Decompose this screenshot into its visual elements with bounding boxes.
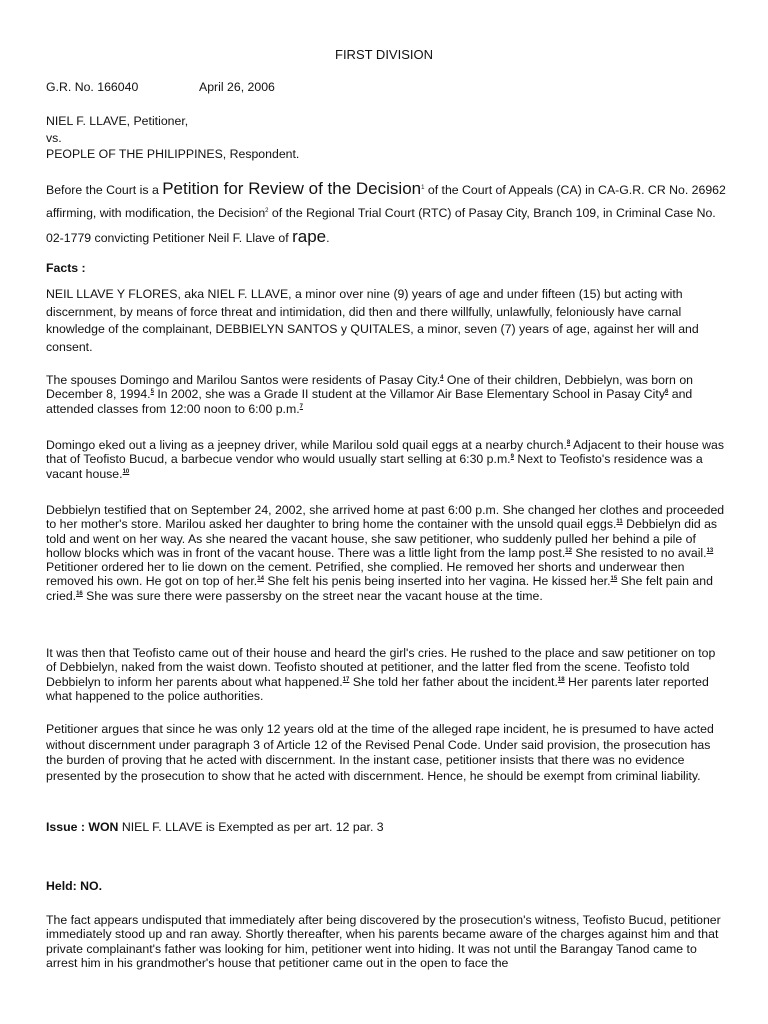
testimony-text-4: Petitioner ordered her to lie down on the cement. Petrified, she complied. He removed her shorts and underwear then removed his own. He got on top of her. xyxy=(46,560,685,589)
facts-heading: Facts : xyxy=(46,261,86,275)
footnote-ref[interactable]: 17 xyxy=(342,676,350,683)
testimony-text-2: Debbielyn did as told and went on her way. As she neared the vacant house, she saw petitioner, who suddenly pulled her behind a pile of hollow blocks which was in front of the vacant house. There was a little light from the lamp post. xyxy=(46,517,718,560)
footnote-ref[interactable]: 18 xyxy=(557,676,565,683)
footnote-ref[interactable]: 9 xyxy=(510,454,514,461)
testimony-text-1: Debbielyn testified that on September 24, 2002, she arrived home at past 6:00 p.m. She changed her clothes and proceeded to her mother's store. Marilou asked her daughter to bring home the container with the unsold quail eggs. xyxy=(46,503,725,532)
footnote-ref[interactable]: 14 xyxy=(257,576,264,583)
respondent-line: PEOPLE OF THE PHILIPPINES, Respondent. xyxy=(46,147,300,161)
spouses-text-4: and attended classes from 12:00 noon to 6:00 p.m. xyxy=(46,387,693,416)
intro-text-2: of the Court of Appeals (CA) in CA-G.R. CR No. 26962 affirming, with modification, the Decision xyxy=(46,183,726,220)
rape-emphasis: rape xyxy=(292,227,327,246)
intro-paragraph xyxy=(46,177,726,250)
testimony-text-6: She felt pain and cried. xyxy=(46,574,713,603)
held-heading: Held: NO. xyxy=(46,879,103,893)
petition-emphasis: Petition for Review of the Decision xyxy=(162,179,422,198)
footnote-ref[interactable]: 5 xyxy=(150,389,154,396)
petitioner-line: NIEL F. LLAVE, Petitioner, xyxy=(46,114,189,128)
intro-text-4: . xyxy=(326,231,330,245)
decision-date: April 26, 2006 xyxy=(199,80,275,94)
footnote-ref[interactable]: 1 xyxy=(421,185,425,191)
argues-paragraph xyxy=(46,722,726,785)
footnote-ref[interactable]: 12 xyxy=(565,547,572,554)
domingo-paragraph xyxy=(46,438,726,481)
spouses-text-2: One of their children, Debbielyn, was born on December 8, 1994. xyxy=(46,373,693,402)
footnote-ref[interactable]: 16 xyxy=(76,590,83,597)
teofisto-text-3: Her parents later reported what happened to the police authorities. xyxy=(46,674,709,703)
spouses-text-1: The spouses Domingo and Marilou Santos were residents of Pasay City. xyxy=(46,373,441,387)
teofisto-text-1: It was then that Teofisto came out of their house and heard the girl's cries. He rushed to the place and saw petitioner on top of Debbielyn, naked from the waist down. Teofisto shouted at petitioner, and the latter fled from the scene. Teofisto told Debbielyn to inform her parents about what happened. xyxy=(46,646,716,689)
argues-text: Petitioner argues that since he was only 12 years old at the time of the alleged rape incident, he is presumed to have acted without discernment under paragraph 3 of Article 12 of the Revised Penal Code. Under said provision, the prosecution has the burden of proving that he acted with discernment. In the instant case, petitioner insists that there was no evidence presented by the prosecution to show that he acted with discernment. Hence, he should be exempt from criminal liability. xyxy=(46,722,714,784)
footnote-ref[interactable]: 8 xyxy=(566,440,571,446)
spouses-text-3: In 2002, she was a Grade II student at the Villamor Air Base Elementary School in Pasay City xyxy=(153,387,665,402)
domingo-text-2: Adjacent to their house was that of Teofisto Bucud, a barbecue vendor who would usually start selling at 6:30 p.m. xyxy=(46,438,725,467)
footnote-ref[interactable]: 10 xyxy=(122,468,130,475)
footnote-ref[interactable]: 4 xyxy=(440,375,444,381)
division-heading: FIRST DIVISION xyxy=(335,47,433,62)
case-parties xyxy=(46,113,726,163)
issue-text: NIEL F. LLAVE is Exempted as per art. 12 par. 3 xyxy=(118,820,384,834)
fact-paragraph xyxy=(46,913,726,970)
spouses-paragraph xyxy=(46,373,726,416)
gr-number: G.R. No. 166040 xyxy=(46,80,139,94)
vs-line: vs. xyxy=(46,130,62,145)
charge-text: NEIL LLAVE Y FLORES, aka NIEL F. LLAVE, a minor over nine (9) years of age and under fifteen (15) but acting with discernment, by means of force threat and intimidation, did then and there willfully, unlawfully, feloniously have carnal knowledge of the complainant, DEBBIELYN SANTOS y QUITALES, a minor, seven (7) years of age, against her will and consent. xyxy=(46,287,699,354)
footnote-ref[interactable]: 13 xyxy=(706,547,714,554)
footnote-ref[interactable]: 6 xyxy=(664,389,669,396)
footnote-ref[interactable]: 2 xyxy=(265,208,269,214)
teofisto-text-2: She told her father about the incident. xyxy=(349,674,558,689)
domingo-text-1: Domingo eked out a living as a jeepney driver, while Marilou sold quail eggs at a nearby church. xyxy=(46,438,567,452)
testimony-paragraph xyxy=(46,503,726,603)
testimony-text-7: She was sure there were passersby on the street near the vacant house at the time. xyxy=(82,588,543,603)
footnote-ref[interactable]: 11 xyxy=(616,519,623,526)
testimony-text-3: She resisted to no avail. xyxy=(571,545,707,560)
charge-paragraph xyxy=(46,286,726,356)
domingo-text-3: Next to Teofisto's residence was a vacant house. xyxy=(46,452,703,481)
issue-label: Issue : WON xyxy=(46,820,119,834)
footnote-ref[interactable]: 7 xyxy=(299,403,303,410)
intro-text-1: Before the Court is a xyxy=(46,183,163,197)
intro-text-3: of the Regional Trial Court (RTC) of Pasay City, Branch 109, in Criminal Case No. 02-1779 convicting Petitioner Neil F. Llave of xyxy=(46,206,716,245)
teofisto-paragraph xyxy=(46,646,726,703)
testimony-text-5: She felt his penis being inserted into her vagina. He kissed her. xyxy=(263,574,611,589)
footnote-ref[interactable]: 15 xyxy=(610,576,618,583)
fact-text: The fact appears undisputed that immediately after being discovered by the prosecution's witness, Teofisto Bucud, petitioner immediately stood up and ran away. Shortly thereafter, when his parents became aware of the charges against him and that private complainant's father was looking for him, petitioner went into hiding. It was not until the Barangay Tanod came to arrest him in his grandmother's house that petitioner came out in the open to face the xyxy=(46,913,721,970)
issue-line xyxy=(46,819,726,837)
